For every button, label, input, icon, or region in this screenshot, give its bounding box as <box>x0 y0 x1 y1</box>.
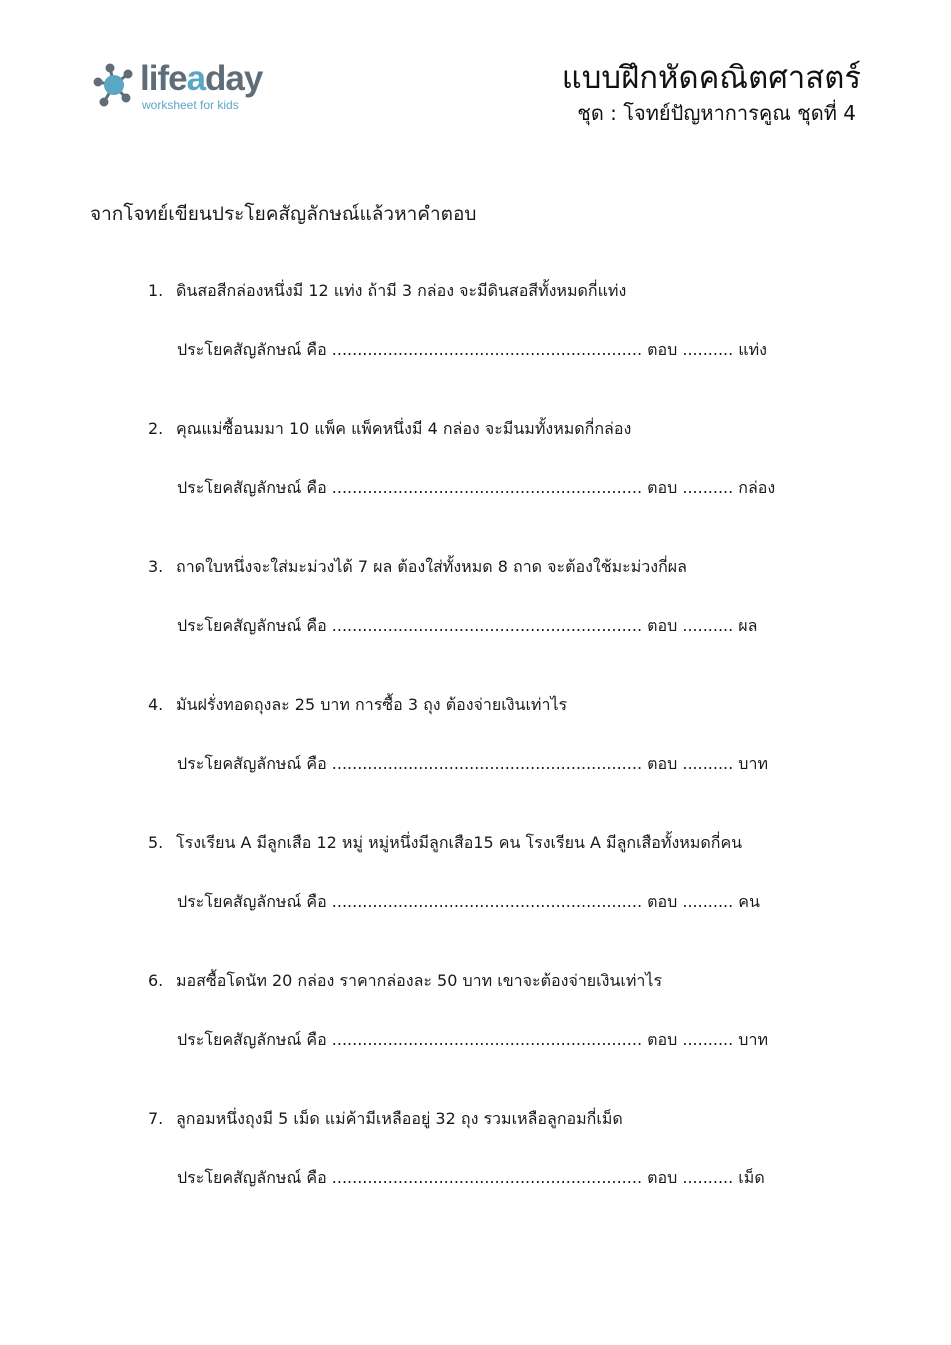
problem-question-row <box>148 1106 623 1132</box>
answer-line: ประโยคสัญลักษณ์ คือ ............................................................. ตอบ .......... แท่ง <box>177 340 767 359</box>
problem-item <box>0 830 951 968</box>
problem-number: 1. <box>148 281 164 300</box>
answer-line: ประโยคสัญลักษณ์ คือ ............................................................. ตอบ .......... เม็ด <box>177 1168 765 1187</box>
worksheet-subtitle: ชุด : โจทย์ปัญหาการคูณ ชุดที่ 4 <box>577 101 856 125</box>
problem-question-row <box>148 968 662 994</box>
problem-question-row <box>148 416 631 442</box>
worksheet-title: แบบฝึกหัดคณิตศาสตร์ <box>561 60 861 96</box>
problem-question: มอสซื้อโดนัท 20 กล่อง ราคากล่องละ 50 บาท เขาจะต้องจ่ายเงินเท่าไร <box>176 971 663 990</box>
problem-number: 4. <box>148 695 164 714</box>
problem-question: ถาดใบหนึ่งจะใส่มะม่วงได้ 7 ผล ต้องใส่ทั้งหมด 8 ถาด จะต้องใช้มะม่วงกี่ผล <box>176 557 687 576</box>
problem-question-row <box>148 692 567 718</box>
molecule-logo-icon <box>90 60 140 110</box>
answer-line: ประโยคสัญลักษณ์ คือ ............................................................. ตอบ .......... ผล <box>177 616 758 635</box>
problem-number: 6. <box>148 971 164 990</box>
answer-line: ประโยคสัญลักษณ์ คือ ............................................................. ตอบ .......... กล่อง <box>177 478 776 497</box>
problem-question-row <box>148 554 687 580</box>
answer-line: ประโยคสัญลักษณ์ คือ ............................................................. ตอบ .......... บาท <box>177 754 768 773</box>
problem-item <box>0 554 951 692</box>
brand-name: lifeaday <box>140 59 263 98</box>
problem-list <box>0 278 951 1244</box>
problem-item <box>0 692 951 830</box>
problem-item <box>0 1106 951 1244</box>
problem-question: โรงเรียน A มีลูกเสือ 12 หมู่ หมู่หนึ่งมีลูกเสือ15 คน โรงเรียน A มีลูกเสือทั้งหมดกี่คน <box>176 833 743 852</box>
answer-line: ประโยคสัญลักษณ์ คือ ............................................................. ตอบ .......... คน <box>177 892 760 911</box>
problem-question-row <box>148 830 742 856</box>
instruction-text: จากโจทย์เขียนประโยคสัญลักษณ์แล้วหาคำตอบ <box>90 203 477 225</box>
problem-number: 5. <box>148 833 164 852</box>
problem-item <box>0 968 951 1106</box>
problem-item <box>0 278 951 416</box>
answer-line: ประโยคสัญลักษณ์ คือ ............................................................. ตอบ .......... บาท <box>177 1030 768 1049</box>
brand-logo <box>90 60 280 114</box>
problem-question: คุณแม่ซื้อนมมา 10 แพ็ค แพ็คหนึ่งมี 4 กล่อง จะมีนมทั้งหมดกี่กล่อง <box>176 419 632 438</box>
problem-item <box>0 416 951 554</box>
brand-tagline: worksheet for kids <box>142 98 239 112</box>
problem-question: ลูกอมหนึ่งถุงมี 5 เม็ด แม่ค้ามีเหลืออยู่ 32 ถุง รวมเหลือลูกอมกี่เม็ด <box>176 1109 623 1128</box>
problem-question: ดินสอสีกล่องหนึ่งมี 12 แท่ง ถ้ามี 3 กล่อง จะมีดินสอสีทั้งหมดกี่แท่ง <box>176 281 627 300</box>
problem-question-row <box>148 278 626 304</box>
problem-number: 3. <box>148 557 164 576</box>
problem-number: 7. <box>148 1109 164 1128</box>
problem-number: 2. <box>148 419 164 438</box>
problem-question: มันฝรั่งทอดถุงละ 25 บาท การซื้อ 3 ถุง ต้องจ่ายเงินเท่าไร <box>176 695 568 714</box>
